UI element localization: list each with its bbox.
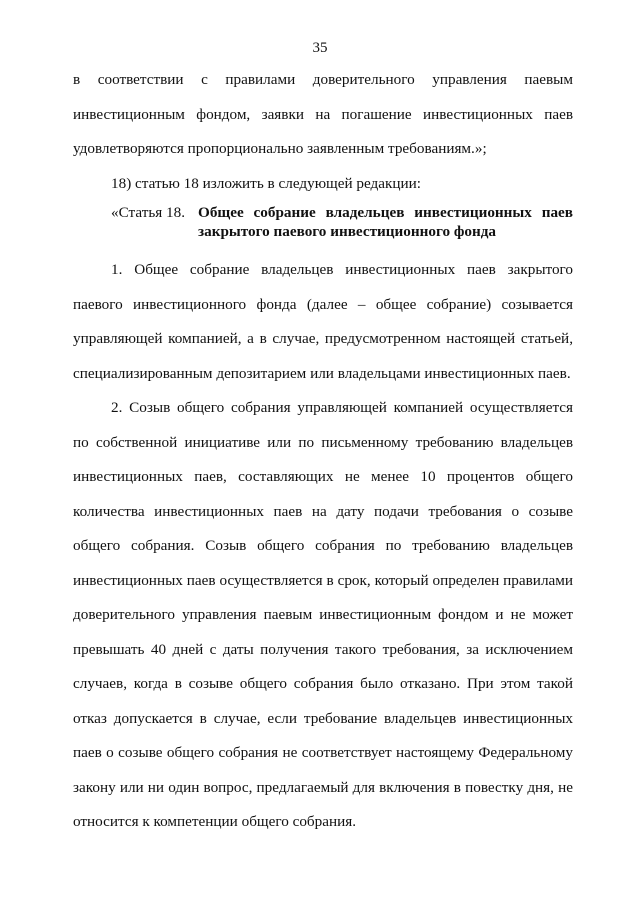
article-number: «Статья 18. (111, 204, 186, 221)
article-title: Общее собрание владельцев инвестиционных паев закрытого паевого инвестиционного фонда (198, 204, 573, 240)
paragraph-1: 1. Общее собрание владельцев инвестиционных паев закрытого паевого инвестиционного фонда (далее – общее собрание) созывается управляющей компанией, а в случае, предусмотренном настоящей статьей, специализированным депозитарием или владельцами инвестиционных паев. (73, 261, 573, 382)
document-body (73, 63, 573, 840)
paragraph-continuation: в соответствии с правилами доверительного управления паевым инвестиционным фондом, заявки на погашение инвестиционных паев удовлетворяются пропорционально заявленным требованиям.»; (73, 71, 573, 157)
article-heading (73, 203, 573, 241)
paragraph-2: 2. Созыв общего собрания управляющей компанией осуществляется по собственной инициативе или по письменному требованию владельцев инвестиционных паев, составляющих не менее 10 процентов общего количества инвестиционных паев на дату подачи требования о созыве общего собрания. Созыв общего собрания по требованию владельцев инвестиционных паев осуществляется в срок, который определен правилами доверительного управления паевым инвестиционным фондом и не может превышать 40 дней с даты получения такого требования, за исключением случаев, когда в созыве общего собрания было отказано. При этом такой отказ допускается в случае, если требование владельцев инвестиционных паев о созыве общего собрания не соответствует настоящему Федеральному закону или ни один вопрос, предлагаемый для включения в повестку дня, не относится к компетенции общего собрания. (73, 399, 573, 830)
paragraph-item-18: 18) статью 18 изложить в следующей редакции: (111, 174, 421, 192)
page-number: 35 (312, 40, 328, 56)
